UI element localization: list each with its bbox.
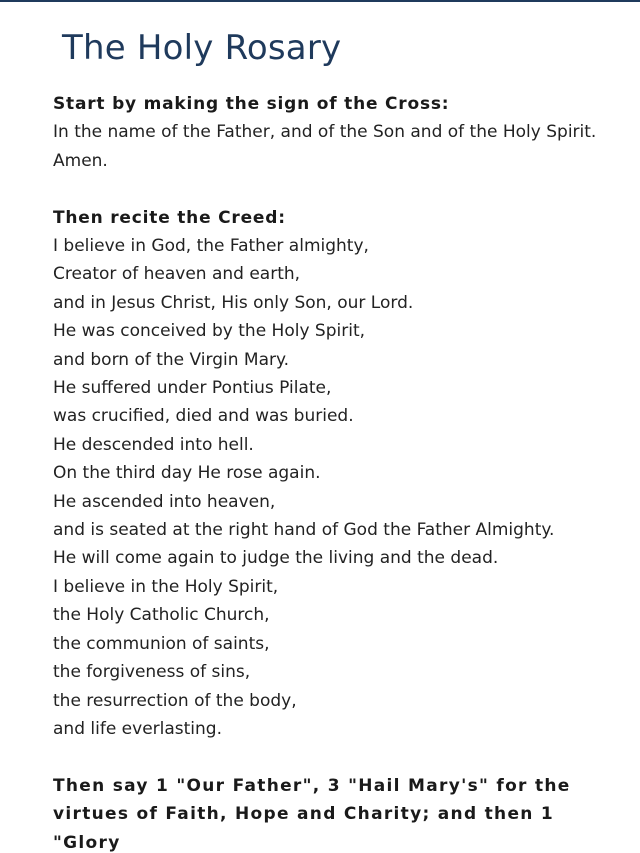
prayer-line: He will come again to judge the living and the dead. bbox=[53, 548, 499, 569]
prayer-line: He descended into hell. bbox=[53, 434, 254, 455]
prayer-line: He was conceived by the Holy Spirit, bbox=[53, 321, 366, 342]
prayer-line: Creator of heaven and earth, bbox=[53, 264, 301, 285]
page-title: The Holy Rosary bbox=[62, 28, 342, 68]
prayer-line: and in Jesus Christ, His only Son, our Lord. bbox=[53, 292, 414, 313]
prayer-line: and is seated at the right hand of God the Father Almighty. bbox=[53, 520, 555, 541]
prayer-line: was crucified, died and was buried. bbox=[53, 406, 354, 427]
prayer-line: I believe in the Holy Spirit, bbox=[53, 576, 279, 597]
section-heading: Then say 1 "Our Father", 3 "Hail Mary's" for the virtues of Faith, Hope and Charity; and then 1 "Glory bbox=[53, 775, 571, 853]
section-creed bbox=[53, 204, 613, 744]
prayer-line: the communion of saints, bbox=[53, 633, 270, 654]
prayer-line: and life everlasting. bbox=[53, 718, 223, 739]
prayer-line: On the third day He rose again. bbox=[53, 463, 321, 484]
prayer-line: the forgiveness of sins, bbox=[53, 662, 251, 683]
top-border bbox=[0, 0, 640, 2]
prayer-line: Amen. bbox=[53, 150, 108, 171]
prayer-line: He ascended into heaven, bbox=[53, 491, 276, 512]
section-heading: Start by making the sign of the Cross: bbox=[53, 94, 450, 114]
section-sign-of-cross bbox=[53, 90, 613, 175]
prayer-line: In the name of the Father, and of the Son and of the Holy Spirit. bbox=[53, 122, 597, 143]
prayer-line: the resurrection of the body, bbox=[53, 690, 297, 711]
section-prayers bbox=[53, 772, 613, 853]
prayer-line: He suffered under Pontius Pilate, bbox=[53, 378, 332, 399]
prayer-line: the Holy Catholic Church, bbox=[53, 605, 270, 626]
prayer-content bbox=[53, 90, 613, 853]
prayer-line: and born of the Virgin Mary. bbox=[53, 349, 290, 370]
prayer-line: I believe in God, the Father almighty, bbox=[53, 236, 369, 257]
section-heading: Then recite the Creed: bbox=[53, 207, 286, 228]
